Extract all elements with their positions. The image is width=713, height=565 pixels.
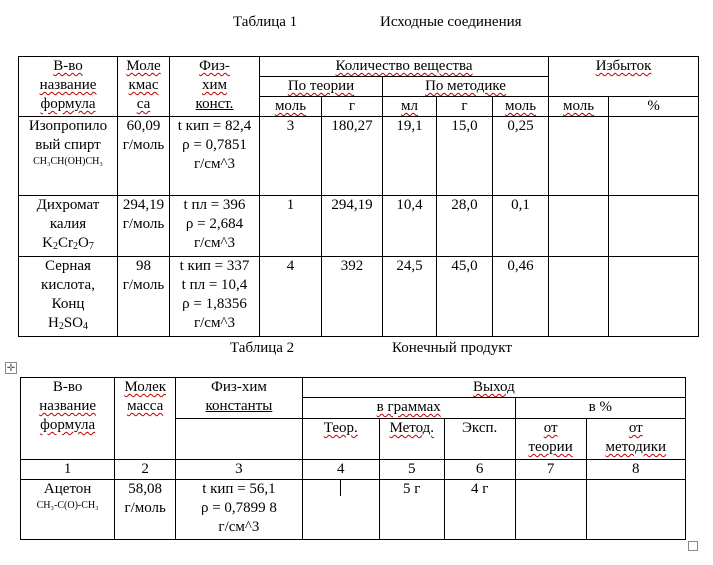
t1-r2-method-g: 28,0: [437, 196, 493, 257]
t2-header-in-grams: в граммах: [302, 398, 515, 419]
t1-r1-name: Изопропило вый спирт CH₃CH(OH)CH₃: [19, 117, 118, 196]
t1-unit-ml: мл: [383, 97, 437, 117]
t1-unit-mol: моль: [493, 97, 549, 117]
table-row: [19, 257, 699, 337]
t1-r3-theory-mol: 4: [260, 257, 322, 337]
t1-r3-phys: t кип = 337 t пл = 10,4 ρ = 1,8356 г/см^3: [170, 257, 260, 337]
t1-r3-name: Серная кислота, Конц $H_2SO_4$: [19, 257, 118, 337]
t2-header-phys: Физ-хим константы: [176, 378, 303, 419]
t1-unit-excess-pct: %: [609, 97, 699, 117]
t2-r1-phys: t кип = 56,1 ρ = 0,7899 8 г/см^3: [176, 480, 303, 540]
table-move-handle-icon[interactable]: ✛: [6, 363, 16, 374]
t1-r3-excess-pct: [609, 257, 699, 337]
t1-r2-theory-mol: 1: [260, 196, 322, 257]
table2-caption-title: Конечный продукт: [392, 340, 512, 356]
t1-r3-excess-mol: [549, 257, 609, 337]
table-row: [19, 117, 699, 196]
t1-r2-mass: 294,19 г/моль: [118, 196, 170, 257]
t2-colnum: 1: [21, 460, 115, 480]
t1-header-mass: Моле кмас са: [118, 57, 170, 117]
t2-colnum: 2: [115, 460, 176, 480]
t2-r1-exp: 4 г: [444, 480, 515, 540]
t2-column-numbers: [21, 460, 686, 480]
t1-header-by-method: По методике: [383, 77, 549, 97]
t2-header-phys-blank: [176, 419, 303, 460]
t1-unit-g: г: [437, 97, 493, 117]
table-resize-handle-icon[interactable]: [688, 541, 698, 551]
t1-unit-excess-mol: моль: [549, 97, 609, 117]
t1-r1-theory-mol: 3: [260, 117, 322, 196]
t1-r2-theory-g: 294,19: [322, 196, 383, 257]
t2-colnum: 4: [302, 460, 379, 480]
t1-r3-mass: 98 г/моль: [118, 257, 170, 337]
t1-header-excess: Избыток: [549, 57, 699, 97]
t2-header-name: В-во название формула: [21, 378, 115, 460]
table2-final-product: [20, 377, 686, 540]
t1-r2-formula: $K_2Cr_2O_7$: [42, 235, 94, 252]
t1-r2-method-ml: 10,4: [383, 196, 437, 257]
t1-r3-theory-g: 392: [322, 257, 383, 337]
t1-unit-g: г: [322, 97, 383, 117]
t2-r1-mass: 58,08 г/моль: [115, 480, 176, 540]
table-row: [21, 480, 686, 540]
t1-unit-mol: моль: [260, 97, 322, 117]
text-cursor: [340, 480, 341, 496]
table2-caption-number: Таблица 2: [230, 340, 295, 356]
t1-r3-method-ml: 24,5: [383, 257, 437, 337]
t1-r2-excess-pct: [609, 196, 699, 257]
t1-header-name: В-во название формула: [19, 57, 118, 117]
t1-header-by-theory: По теории: [260, 77, 383, 97]
t1-r1-mass: 60,09 г/моль: [118, 117, 170, 196]
t1-r3-method-g: 45,0: [437, 257, 493, 337]
table1-caption-number: Таблица 1: [233, 14, 298, 30]
t1-r1-method-mol: 0,25: [493, 117, 549, 196]
t1-r2-excess-mol: [549, 196, 609, 257]
t1-r2-name: Дихромат калия $K_2Cr_2O_7$: [19, 196, 118, 257]
table1-source-compounds: [18, 56, 699, 337]
t2-r1-from-theory: [515, 480, 586, 540]
t2-header-exp: Эксп.: [444, 419, 515, 460]
t2-r1-name: Ацетон CH₃-C(O)-CH₃: [21, 480, 115, 540]
t2-header-method: Метод.: [379, 419, 444, 460]
t1-r3-method-mol: 0,46: [493, 257, 549, 337]
t1-header-phys: Физ- хим конст.: [170, 57, 260, 117]
t2-r1-theor[interactable]: [302, 480, 379, 540]
t2-header-from-theory: от теории: [515, 419, 586, 460]
t2-header-yield: Выход: [302, 378, 685, 398]
t2-header-from-method: от методики: [586, 419, 685, 460]
t2-r1-from-method: [586, 480, 685, 540]
t2-colnum: 5: [379, 460, 444, 480]
t2-colnum: 8: [586, 460, 685, 480]
t2-header-theor: Теор.: [302, 419, 379, 460]
t1-header-amount: Количество вещества: [260, 57, 549, 77]
t1-r2-method-mol: 0,1: [493, 196, 549, 257]
t2-colnum: 3: [176, 460, 303, 480]
table1-caption-title: Исходные соединения: [380, 14, 522, 30]
t1-r1-excess-mol: [549, 117, 609, 196]
t1-r3-formula: $H_2SO_4$: [47, 315, 89, 332]
t1-r1-theory-g: 180,27: [322, 117, 383, 196]
t2-colnum: 7: [515, 460, 586, 480]
t1-r1-excess-pct: [609, 117, 699, 196]
t2-r1-method: 5 г: [379, 480, 444, 540]
t2-header-mass: Молек масса: [115, 378, 176, 460]
t1-r1-method-g: 15,0: [437, 117, 493, 196]
t1-r1-method-ml: 19,1: [383, 117, 437, 196]
t1-r2-phys: t пл = 396 ρ = 2,684 г/см^3: [170, 196, 260, 257]
t2-colnum: 6: [444, 460, 515, 480]
t2-header-in-pct: в %: [515, 398, 685, 419]
t1-r1-phys: t кип = 82,4 ρ = 0,7851 г/см^3: [170, 117, 260, 196]
table-row: [19, 196, 699, 257]
